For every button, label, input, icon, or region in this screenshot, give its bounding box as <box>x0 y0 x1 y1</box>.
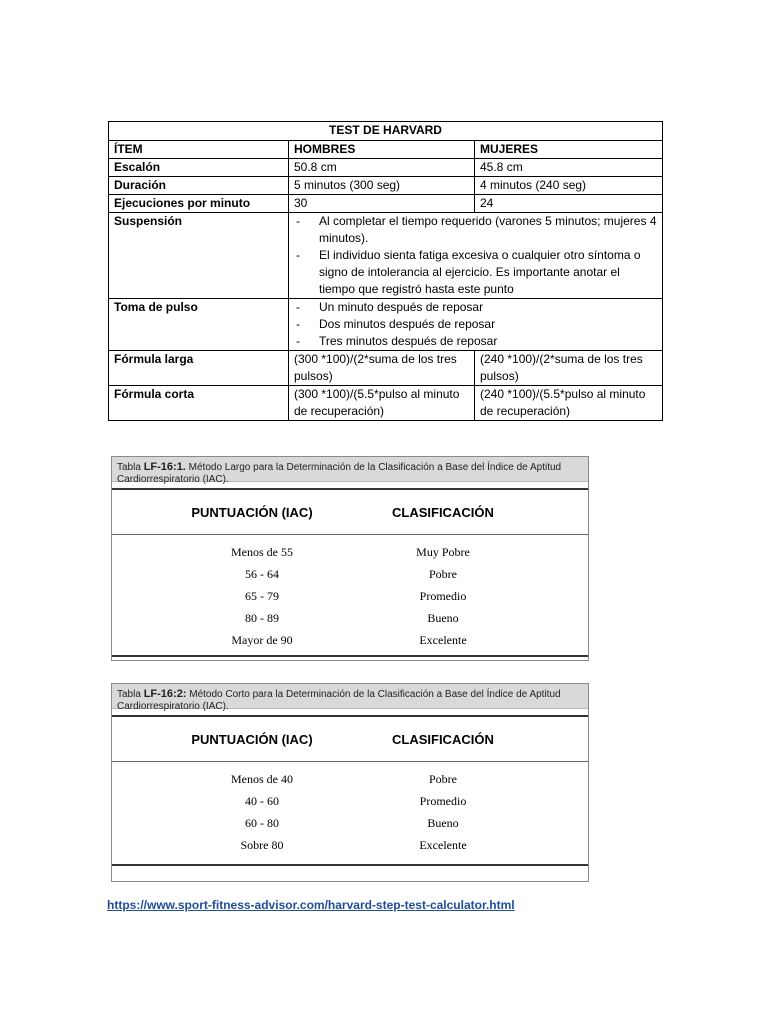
header-mujeres: MUJERES <box>475 141 663 159</box>
table-title-row <box>109 122 663 141</box>
cell-mujeres: (240 *100)/(2*suma de los tres pulsos) <box>475 351 663 386</box>
cell-hombres: (300 *100)/(5.5*pulso al minuto de recuperación) <box>289 386 475 421</box>
cell-mujeres: 45.8 cm <box>475 159 663 177</box>
class-cell: Excelente <box>419 633 467 647</box>
row-label: Duración <box>109 177 289 195</box>
list-item: - Tres minutos después de reposar <box>294 333 657 350</box>
table-row <box>112 834 588 856</box>
score-cell: Mayor de 90 <box>231 633 293 647</box>
caption-prefix: Tabla <box>117 462 144 473</box>
row-label: Escalón <box>109 159 289 177</box>
short-method-table <box>111 683 589 882</box>
table-row <box>112 563 588 585</box>
score-cell: Menos de 55 <box>231 545 293 559</box>
suspension-list <box>294 213 657 298</box>
table-row <box>112 768 588 790</box>
cell-hombres: 30 <box>289 195 475 213</box>
caption-text: Método Largo para la Determinación de la Clasificación a Base del Índice de Aptitud Cardiorrespiratorio (IAC). <box>117 462 562 485</box>
header-score: PUNTUACIÓN (IAC) <box>191 731 313 747</box>
table-row <box>112 629 588 651</box>
class-cell: Pobre <box>429 567 457 581</box>
table-row <box>112 607 588 629</box>
header-item: ÍTEM <box>109 141 289 159</box>
header-hombres: HOMBRES <box>289 141 475 159</box>
table-body <box>112 762 588 856</box>
table-caption <box>112 457 588 485</box>
table-bottom-rule <box>112 864 588 866</box>
score-cell: 40 - 60 <box>245 794 279 808</box>
header-score: PUNTUACIÓN (IAC) <box>191 504 313 520</box>
cell-suspension <box>289 213 663 299</box>
table-row <box>112 585 588 607</box>
caption-code: LF-16:2: <box>143 688 187 700</box>
class-cell: Bueno <box>427 611 459 625</box>
table-row-toma-pulso <box>109 299 663 351</box>
class-cell: Promedio <box>419 794 467 808</box>
caption-text: Método Corto para la Determinación de la Clasificación a Base del Índice de Aptitud Cardiorrespiratorio (IAC). <box>117 689 561 712</box>
row-label: Fórmula larga <box>109 351 289 386</box>
table-bottom-rule <box>112 655 588 657</box>
pulse-list <box>294 299 657 350</box>
row-label: Ejecuciones por minuto <box>109 195 289 213</box>
cell-hombres: 50.8 cm <box>289 159 475 177</box>
table-row-duracion <box>109 177 663 195</box>
score-cell: 56 - 64 <box>245 567 279 581</box>
table-row <box>112 812 588 834</box>
harvard-test-table <box>108 121 663 421</box>
table-header <box>112 715 588 762</box>
cell-mujeres: 4 minutos (240 seg) <box>475 177 663 195</box>
row-label: Fórmula corta <box>109 386 289 421</box>
source-link[interactable]: https://www.sport-fitness-advisor.com/harvard-step-test-calculator.html <box>107 898 515 912</box>
class-cell: Promedio <box>419 589 467 603</box>
class-cell: Pobre <box>429 772 457 786</box>
table-header-row <box>109 141 663 159</box>
row-label: Suspensión <box>109 213 289 299</box>
cell-toma-pulso <box>289 299 663 351</box>
score-cell: 80 - 89 <box>245 611 279 625</box>
class-cell: Excelente <box>419 838 467 852</box>
table-row-escalon <box>109 159 663 177</box>
table-row-formula-corta <box>109 386 663 421</box>
list-item: - El individuo sienta fatiga excesiva o cualquier otro síntoma o signo de intolerancia al ejercicio. Es importante anotar el tiempo que registró hasta este punto <box>294 247 657 298</box>
class-cell: Bueno <box>427 816 459 830</box>
list-item: - Dos minutos después de reposar <box>294 316 657 333</box>
cell-mujeres: 24 <box>475 195 663 213</box>
cell-hombres: (300 *100)/(2*suma de los tres pulsos) <box>289 351 475 386</box>
header-class: CLASIFICACIÓN <box>392 504 494 520</box>
row-label: Toma de pulso <box>109 299 289 351</box>
caption-code: LF-16:1. <box>143 461 186 473</box>
table-caption <box>112 684 588 712</box>
list-item: - Al completar el tiempo requerido (varones 5 minutos; mujeres 4 minutos). <box>294 213 657 247</box>
score-cell: 60 - 80 <box>245 816 279 830</box>
table-header <box>112 488 588 535</box>
table-row <box>112 541 588 563</box>
score-cell: Menos de 40 <box>231 772 293 786</box>
table-row-suspension <box>109 213 663 299</box>
list-item: - Un minuto después de reposar <box>294 299 657 316</box>
table-title: TEST DE HARVARD <box>109 122 663 141</box>
cell-mujeres: (240 *100)/(5.5*pulso al minuto de recuperación) <box>475 386 663 421</box>
class-cell: Muy Pobre <box>416 545 470 559</box>
header-class: CLASIFICACIÓN <box>392 731 494 747</box>
table-row-ejecuciones <box>109 195 663 213</box>
caption-prefix: Tabla <box>117 689 144 700</box>
score-cell: Sobre 80 <box>240 838 284 852</box>
long-method-table <box>111 456 589 661</box>
table-row <box>112 790 588 812</box>
cell-hombres: 5 minutos (300 seg) <box>289 177 475 195</box>
table-row-formula-larga <box>109 351 663 386</box>
score-cell: 65 - 79 <box>245 589 279 603</box>
table-body <box>112 535 588 651</box>
